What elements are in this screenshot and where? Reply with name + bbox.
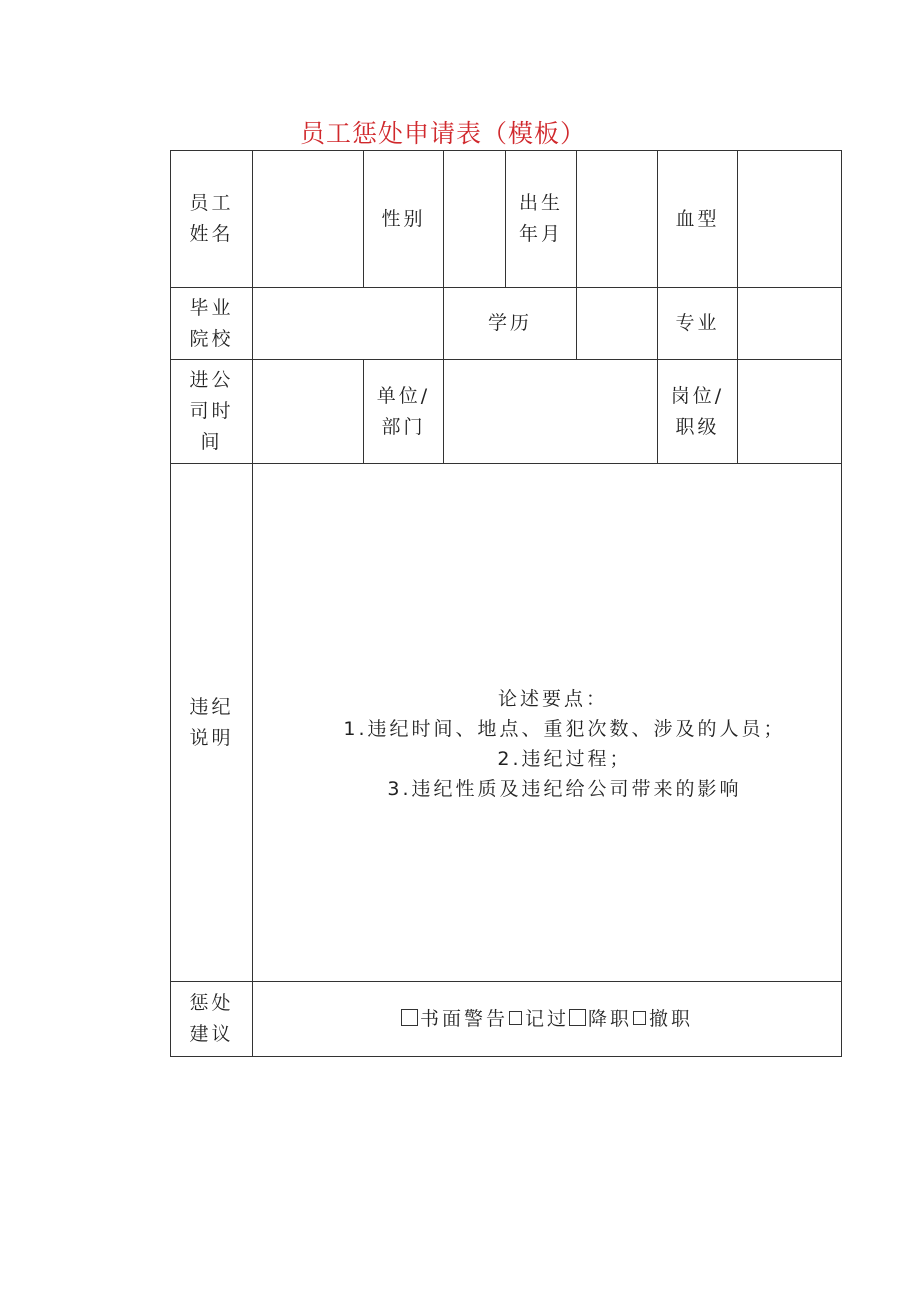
penalty-application-form — [170, 150, 842, 1057]
gender-label: 性别 — [364, 151, 444, 288]
position-field[interactable] — [738, 360, 842, 464]
form-title: 员工惩处申请表（模板） — [300, 119, 587, 148]
demotion-checkbox[interactable] — [569, 1009, 586, 1026]
birth-date-label: 出生年月 — [506, 151, 577, 288]
form-row-employment — [171, 360, 842, 464]
school-label: 毕业院校 — [171, 288, 253, 360]
form-row-basic-info — [171, 151, 842, 288]
major-field[interactable] — [738, 288, 842, 360]
demerit-checkbox[interactable] — [509, 1011, 522, 1025]
written-warning-checkbox[interactable] — [401, 1009, 418, 1026]
demerit-label: 记过 — [524, 1007, 569, 1030]
violation-label: 违纪说明 — [171, 464, 253, 982]
violation-guidelines — [253, 642, 841, 804]
guidelines-intro: 论述要点： — [497, 687, 608, 710]
department-field[interactable] — [444, 360, 658, 464]
birth-date-field[interactable] — [577, 151, 658, 288]
form-row-violation — [171, 464, 842, 982]
education-field[interactable] — [577, 288, 658, 360]
education-label: 学历 — [444, 288, 577, 360]
form-row-penalty — [171, 982, 842, 1057]
school-field[interactable] — [253, 288, 444, 360]
join-date-label: 进公司时间 — [171, 360, 253, 464]
guideline-point: 2.违纪过程； — [497, 747, 632, 770]
form-row-education — [171, 288, 842, 360]
penalty-label: 惩处建议 — [171, 982, 253, 1057]
blood-type-field[interactable] — [738, 151, 842, 288]
penalty-options — [253, 982, 842, 1057]
major-label: 专业 — [658, 288, 738, 360]
position-label: 岗位/职级 — [658, 360, 738, 464]
dismissal-checkbox[interactable] — [633, 1011, 646, 1025]
employee-name-label: 员工姓名 — [171, 151, 253, 288]
violation-description-field[interactable] — [253, 464, 842, 982]
department-label: 单位/部门 — [364, 360, 444, 464]
blood-type-label: 血型 — [658, 151, 738, 288]
employee-name-field[interactable] — [253, 151, 364, 288]
dismissal-label: 撤职 — [649, 1007, 694, 1030]
join-date-field[interactable] — [253, 360, 364, 464]
written-warning-label: 书面警告 — [419, 1007, 508, 1030]
gender-field[interactable] — [444, 151, 506, 288]
demotion-label: 降职 — [588, 1007, 633, 1030]
guideline-point: 1.违纪时间、地点、重犯次数、涉及的人员； — [343, 717, 786, 740]
guideline-point: 3.违纪性质及违纪给公司带来的影响 — [387, 777, 742, 800]
